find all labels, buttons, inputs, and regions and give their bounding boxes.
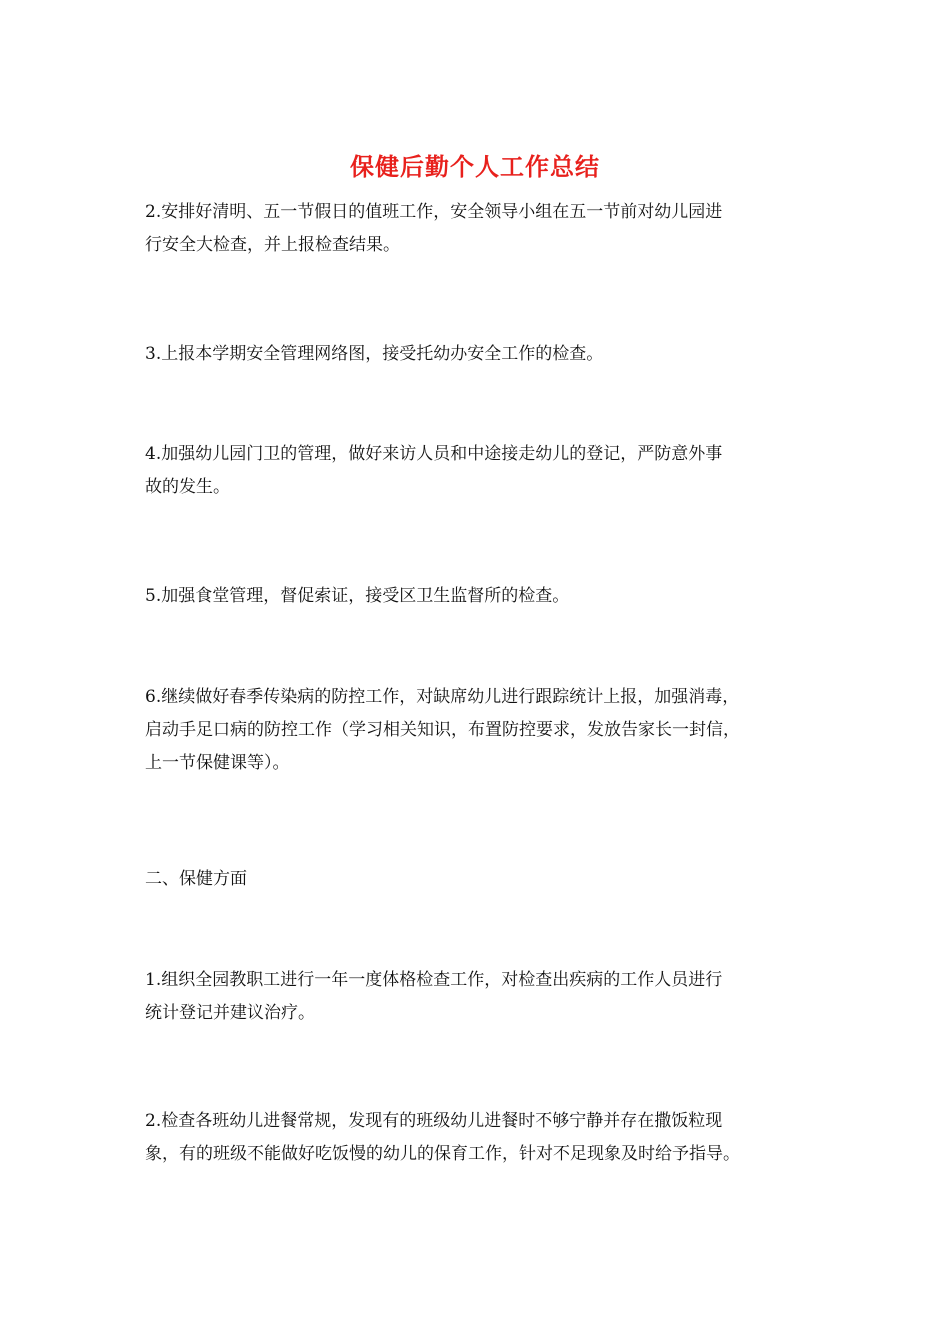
paragraph-line: 2.检查各班幼儿进餐常规，发现有的班级幼儿进餐时不够宁静并存在撒饭粒现 bbox=[145, 1111, 723, 1131]
paragraph-canteen-management bbox=[145, 580, 809, 613]
paragraph-line: 4.加强幼儿园门卫的管理，做好来访人员和中途接走幼儿的登记，严防意外事 bbox=[145, 444, 723, 464]
paragraph-line: 6.继续做好春季传染病的防控工作，对缺席幼儿进行跟踪统计上报，加强消毒， bbox=[145, 687, 740, 707]
paragraph-line: 行安全大检查，并上报检查结果。 bbox=[145, 235, 400, 255]
paragraph-staff-checkup bbox=[145, 964, 809, 1030]
paragraph-line: 故的发生。 bbox=[145, 477, 230, 497]
section-heading-text: 二、保健方面 bbox=[145, 869, 247, 889]
paragraph-line: 1.组织全园教职工进行一年一度体格检查工作，对检查出疾病的工作人员进行 bbox=[145, 970, 723, 990]
paragraph-line: 启动手足口病的防控工作（学习相关知识，布置防控要求，发放告家长一封信， bbox=[145, 720, 740, 740]
paragraph-duty-arrangement bbox=[145, 196, 809, 262]
paragraph-line: 上一节保健课等）。 bbox=[145, 753, 290, 773]
paragraph-disease-control bbox=[145, 681, 809, 780]
paragraph-line: 3.上报本学期安全管理网络图，接受托幼办安全工作的检查。 bbox=[145, 344, 604, 364]
paragraph-line: 5.加强食堂管理，督促索证，接受区卫生监督所的检查。 bbox=[145, 586, 570, 606]
paragraph-gate-management bbox=[145, 438, 809, 504]
paragraph-safety-network bbox=[145, 338, 809, 371]
section-heading-health bbox=[145, 863, 809, 896]
document-title: 保健后勤个人工作总结 bbox=[350, 153, 600, 181]
paragraph-line: 象，有的班级不能做好吃饭慢的幼儿的保育工作，针对不足现象及时给予指导。 bbox=[145, 1144, 740, 1164]
paragraph-meal-routine bbox=[145, 1105, 809, 1171]
paragraph-line: 2.安排好清明、五一节假日的值班工作，安全领导小组在五一节前对幼儿园进 bbox=[145, 202, 723, 222]
paragraph-line: 统计登记并建议治疗。 bbox=[145, 1003, 315, 1023]
